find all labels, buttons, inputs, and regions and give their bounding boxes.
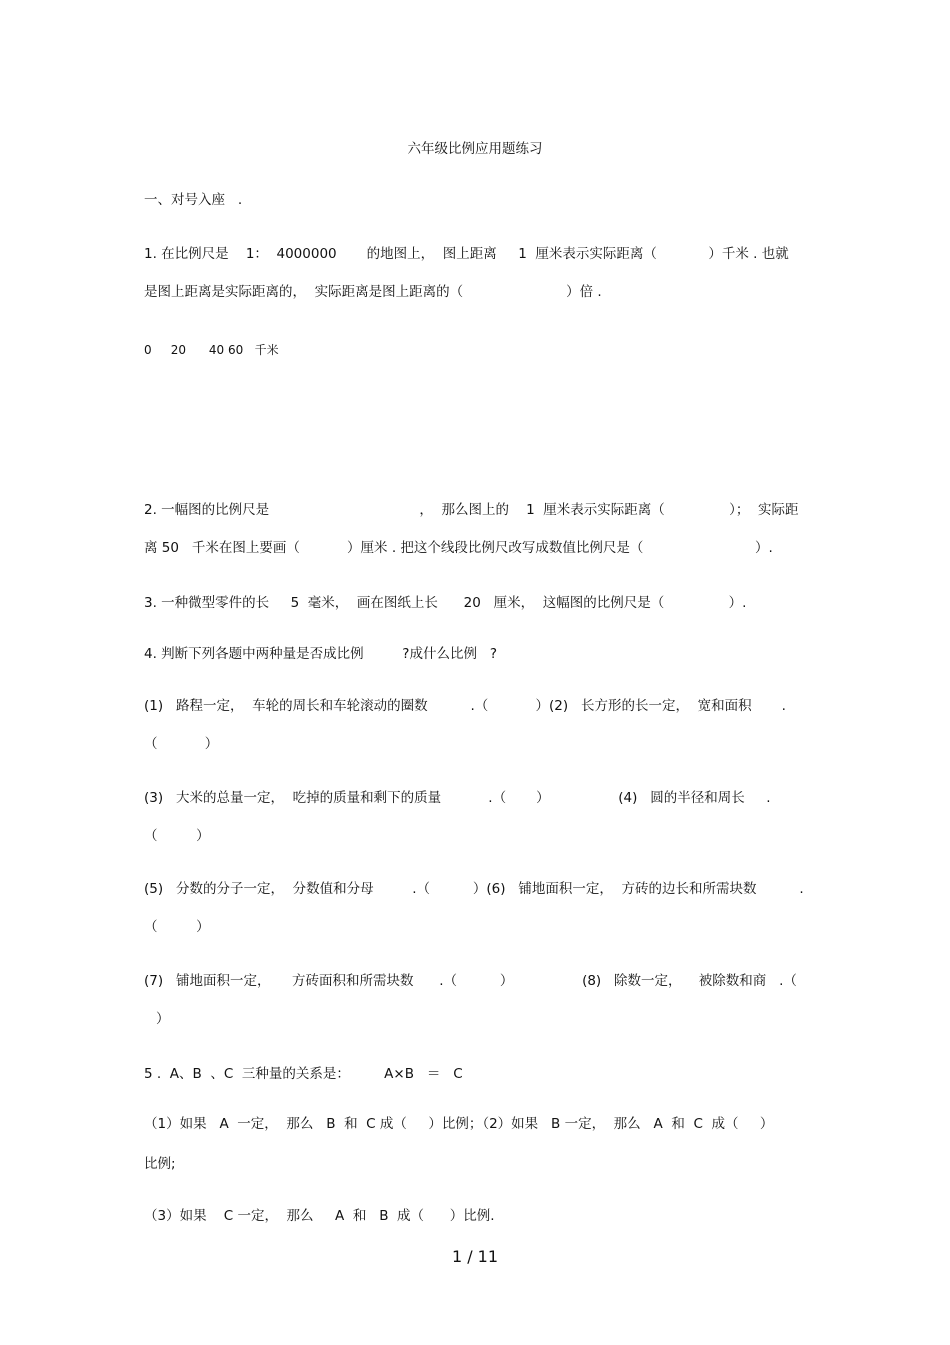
question-4-item-5-6: (5) 分数的分子一定， 分数值和分母 .（ ）(6) 铺地面积一定， 方砖的边长和所需块数 . bbox=[144, 881, 804, 897]
question-1-line-1: 1. 在比例尺是 1： 4000000 的地图上， 图上距离 1 厘米表示实际距离（ ）千米 . 也就 bbox=[144, 246, 789, 262]
question-4-item-1-2-answer: （ ） bbox=[144, 736, 219, 752]
question-4-item-7-8: (7) 铺地面积一定， 方砖面积和所需块数 .（ ） (8) 除数一定， 被除数和商 .（ bbox=[144, 973, 797, 989]
question-3: 3. 一种微型零件的长 5 毫米， 画在图纸上长 20 厘米， 这幅图的比例尺是（ ）. bbox=[144, 595, 747, 611]
question-1-line-2: 是图上距离是实际距离的， 实际距离是图上距离的（ ）倍 . bbox=[144, 284, 602, 300]
scale-bar-labels: 0 20 40 60 千米 bbox=[144, 343, 279, 357]
question-4-item-3-4-answer: （ ） bbox=[144, 828, 210, 844]
question-2-line-2: 离 50 千米在图上要画（ ）厘米 . 把这个线段比例尺改写成数值比例尺是（ ）. bbox=[144, 540, 773, 556]
question-5-item-1-2: （1）如果 A 一定， 那么 B 和 C 成（ ）比例；（2）如果 B 一定， 那么 A 和 C 成（ ） bbox=[144, 1116, 774, 1132]
question-5-item-3: （3）如果 C 一定， 那么 A 和 B 成（ ）比例. bbox=[144, 1208, 495, 1224]
question-4-item-3-4: (3) 大米的总量一定， 吃掉的质量和剩下的质量 .（ ） (4) 圆的半径和周长 . bbox=[144, 790, 771, 806]
section-heading: 一、对号入座 . bbox=[144, 192, 243, 208]
question-2-line-1: 2. 一幅图的比例尺是 ， 那么图上的 1 厘米表示实际距离（ ）； 实际距 bbox=[144, 502, 799, 518]
question-5: 5 . A、B 、C 三种量的关系是： A×B ＝ C bbox=[144, 1066, 463, 1082]
question-5-item-1-2-cont: 比例; bbox=[144, 1156, 176, 1172]
question-4-item-5-6-answer: （ ） bbox=[144, 919, 210, 935]
page-title: 六年级比例应用题练习 bbox=[407, 141, 543, 157]
question-4: 4. 判断下列各题中两种量是否成比例 ?成什么比例 ? bbox=[144, 646, 497, 662]
page-number: 1 / 11 bbox=[451, 1247, 499, 1266]
question-4-item-7-8-answer: ） bbox=[156, 1011, 170, 1027]
question-4-item-1-2: (1) 路程一定， 车轮的周长和车轮滚动的圈数 .（ ）(2) 长方形的长一定， 宽和面积 . bbox=[144, 698, 786, 714]
